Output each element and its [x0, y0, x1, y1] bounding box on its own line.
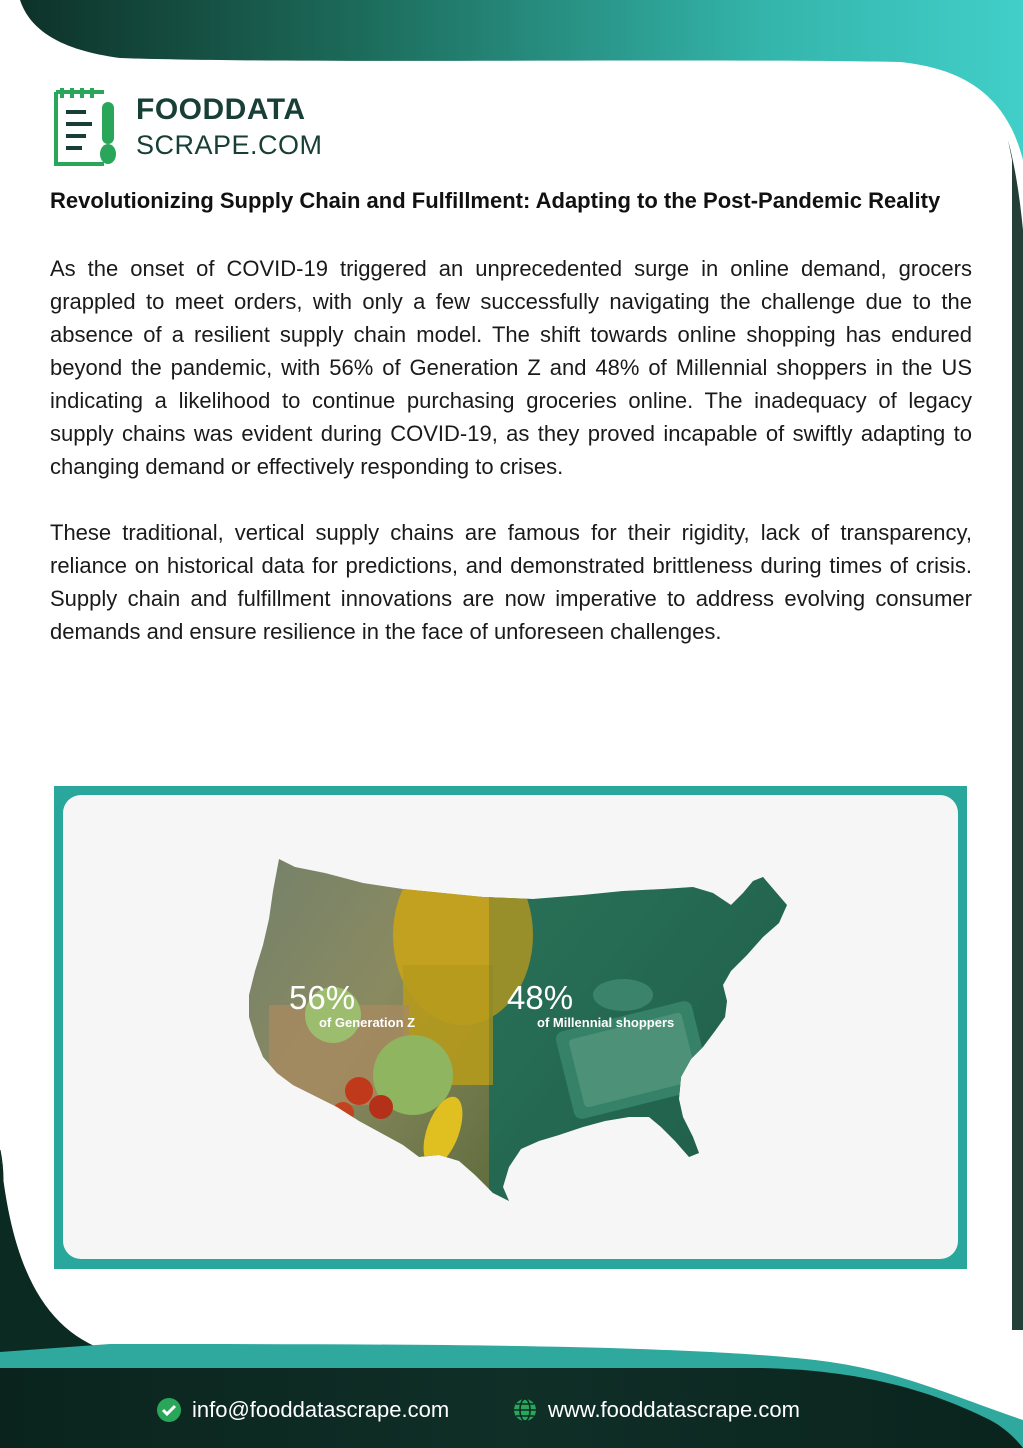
footer-website-text: www.fooddatascrape.com	[548, 1397, 800, 1422]
right-edge-shape	[1008, 140, 1023, 1330]
logo-name-line2: SCRAPE.COM	[136, 130, 323, 160]
logo-document-icon	[52, 86, 124, 166]
stat-generation-z	[289, 981, 415, 1031]
stat-label: of Millennial shoppers	[537, 1015, 675, 1030]
footer-email-text: info@fooddatascrape.com	[192, 1397, 450, 1422]
stat-millennial	[507, 981, 674, 1031]
globe-icon	[512, 1397, 538, 1423]
infographic-card	[63, 795, 958, 1259]
stat-value: 56%	[289, 979, 356, 1016]
brand-logo	[52, 86, 352, 170]
infographic-frame	[54, 786, 967, 1269]
article-paragraph-2: These traditional, vertical supply chains are famous for their rigidity, lack of transparency, reliance on historical data for predictions, and demonstrated brittleness during times of crisis. Supply chain and fulfillment innovations are now imperative to address evolving consumer demands and ensure resilience in the face of unforeseen challenges.	[50, 520, 972, 644]
footer-email-link[interactable]	[156, 1390, 449, 1430]
stat-label: of Generation Z	[319, 1015, 416, 1030]
envelope-check-icon	[156, 1397, 182, 1423]
logo-name-line1: FOODDATA	[136, 93, 306, 126]
footer-website-link[interactable]	[512, 1390, 800, 1430]
stat-value: 48%	[507, 979, 574, 1016]
footer	[0, 1390, 1023, 1430]
article-paragraph-1: As the onset of COVID-19 triggered an unprecedented surge in online demand, grocers grappled to meet orders, with only a few successfully navigating the challenge due to the absence of a resilient supply chain model. The shift towards online shopping has endured beyond the pandemic, with 56% of Generation Z and 48% of Millennial shoppers in the US indicating a likelihood to continue purchasing groceries online. The inadequacy of legacy supply chains was evident during COVID-19, as they proved incapable of swiftly adapting to changing demand or effectively responding to crises.	[50, 256, 972, 479]
article	[50, 184, 972, 681]
map-photo-fill	[213, 835, 809, 1235]
article-title: Revolutionizing Supply Chain and Fulfillment: Adapting to the Post-Pandemic Reality	[50, 188, 941, 213]
